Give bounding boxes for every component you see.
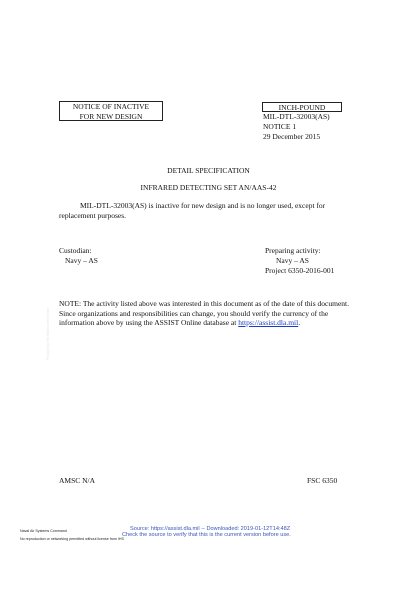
doc-id: MIL-DTL-32003(AS): [263, 112, 330, 121]
notice-box-line2: FOR NEW DESIGN: [79, 112, 143, 121]
custodian-value: Navy – AS: [65, 256, 98, 265]
note-line1: NOTE: The activity listed above was interested in this document as of the date of this document.: [59, 299, 349, 308]
note-paragraph: [59, 299, 369, 328]
fsc-label: FSC 6350: [307, 476, 338, 485]
reproduction-notice: No reproduction or networking permitted without license from IHS: [20, 537, 124, 541]
assist-link[interactable]: https://assist.dla.mil: [238, 318, 299, 327]
preparing-activity-label: Preparing activity:: [265, 246, 321, 255]
statement-line2: replacement purposes.: [59, 210, 127, 220]
inactive-statement: [59, 201, 359, 220]
note-line2: Since organizations and responsibilities can change, you should verify the currency of the: [59, 308, 329, 318]
inch-pound-box: INCH-POUND: [262, 102, 342, 112]
org-name: Naval Air Systems Command: [20, 529, 67, 533]
spec-type: DETAIL SPECIFICATION: [167, 166, 250, 175]
side-watermark: Provided by IHS Markit under license: [46, 307, 50, 360]
note-line3-suffix: .: [298, 318, 301, 327]
statement-line1: MIL-DTL-32003(AS) is inactive for new design and is no longer used, except for: [80, 201, 326, 210]
document-title: INFRARED DETECTING SET AN/AAS-42: [140, 183, 277, 192]
notice-of-inactive-box: [59, 101, 163, 121]
verify-line: Check the source to verify that this is the current version before use.: [122, 532, 291, 538]
note-line3: [59, 318, 369, 328]
note-line3-prefix: information above by using the ASSIST Online database at: [59, 318, 239, 327]
preparing-activity-value: Navy – AS: [276, 256, 309, 265]
amsc-label: AMSC N/A: [59, 476, 96, 485]
notice-date: 29 December 2015: [263, 132, 321, 141]
project-number: Project 6350-2016-001: [265, 266, 335, 275]
source-line: Source: https://assist.dla.mil -- Downloaded: 2019-01-12T14:48Z: [130, 526, 291, 532]
notice-number: NOTICE 1: [263, 122, 297, 131]
notice-box-line1: NOTICE OF INACTIVE: [72, 102, 150, 111]
custodian-label: Custodian:: [59, 246, 92, 255]
